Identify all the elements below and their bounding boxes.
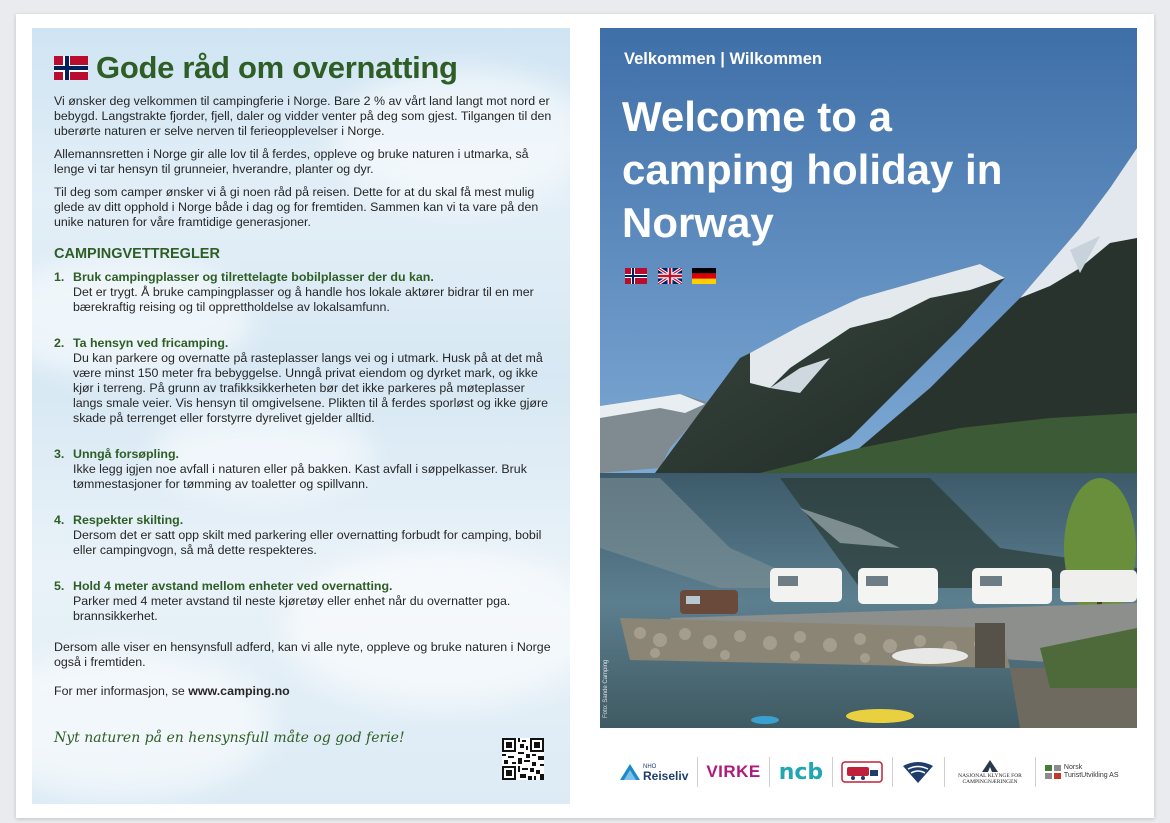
partner-logos bbox=[620, 752, 1120, 792]
nho-wave-icon bbox=[620, 764, 640, 780]
intro-paragraph: Allemannsretten i Norge gir alle lov til å ferdes, oppleve og bruke naturen i utmarka, så lenge vi tar hensyn til grunneier, hverandre, planter og dyr. bbox=[54, 147, 529, 176]
camping-website-link[interactable]: www.camping.no bbox=[188, 684, 290, 698]
norway-flag-icon[interactable] bbox=[624, 268, 648, 284]
advice-panel bbox=[32, 28, 570, 804]
rule-body: Det er trygt. Å bruke campingplasser og å handle hos lokale aktører bidrar til en mer bærekraftig reising og til opprettholdelse av lokalsamfunn. bbox=[73, 285, 534, 314]
nho-small-text: NHO bbox=[643, 764, 657, 770]
nasjonal-klynge-logo[interactable] bbox=[953, 760, 1027, 785]
rule-number: 3. bbox=[54, 447, 65, 461]
intro-paragraph: Vi ønsker deg velkommen til campingferie i Norge. Bare 2 % av vårt land langt mot nord er bebygd. Langstrakte fjorder, fjell, daler og vidder venter på deg som gjest. Tilgangen til den uberørte naturen er selve nerven til ferieopplevelser i Norge. bbox=[54, 94, 552, 138]
caravan-club-logo[interactable] bbox=[841, 761, 883, 783]
closing-paragraph: Dersom alle viser en hensynsfull adferd, kan vi alle nyte, oppleve og bruke naturen i Norge også i fremtiden. bbox=[54, 640, 551, 669]
rule-title: Hold 4 meter avstand mellom enheter ved overnatting. bbox=[73, 579, 393, 593]
info-prefix: For mer informasjon, se bbox=[54, 684, 189, 698]
rule-title: Ta hensyn ved fricamping. bbox=[73, 336, 229, 350]
info-line bbox=[54, 684, 554, 698]
rule-body: Du kan parkere og overnatte på rasteplasser langs vei og i utmark. Husk på at det må være minst 150 meter fra bebyggelse. Unngå privat eiendom og dyrket mark, og ikke kjør i terreng. På grunn av trafikksikkerheten bør det ikke parkeres på møteplasser langs smale veier. Vis hensyn til omgivelsene. Plikten til å ferdes sporløst og ikke gjøre skade på terrenget eller forstyrre dyrelivet gjelder alltid. bbox=[73, 351, 548, 425]
virke-text: VIRKE bbox=[706, 762, 761, 781]
norway-flag-icon bbox=[54, 56, 88, 80]
rule-number: 5. bbox=[54, 579, 65, 593]
rule-body: Parker med 4 meter avstand til neste kjøretøy eller enhet når du overnatter pga. brannsikkerhet. bbox=[73, 594, 511, 623]
ncb-logo[interactable] bbox=[779, 760, 823, 785]
tagline: Nyt naturen på en hensynsfull måte og god ferie! bbox=[54, 730, 405, 746]
rule-item bbox=[54, 579, 554, 624]
photo-credit: Foto: Sande Camping bbox=[603, 659, 609, 718]
section-title: CAMPINGVETTREGLER bbox=[54, 246, 220, 262]
nta-squares-icon bbox=[1045, 765, 1061, 779]
rule-item bbox=[54, 447, 554, 492]
rule-number: 1. bbox=[54, 270, 65, 284]
rule-body: Ikke legg igjen noe avfall i naturen eller på bakken. Kast avfall i søppelkasser. Bruk tømmestasjoner for tømming av toaletter og spillvann. bbox=[73, 462, 527, 491]
intro-paragraph: Til deg som camper ønsker vi å gi noen råd på reisen. Dette for at du skal få mest mulig glede av ditt opphold i Norge både i dag og for fremtiden. Sammen kan vi ta vare på den unike naturen for våre framtidige generasjoner. bbox=[54, 185, 539, 229]
cover-panel bbox=[600, 28, 1137, 728]
wave-emblem-logo[interactable] bbox=[901, 760, 935, 784]
norsk-turistutvikling-logo[interactable] bbox=[1045, 764, 1120, 780]
rule-item bbox=[54, 336, 554, 426]
rule-item bbox=[54, 270, 554, 315]
norsk-turistutvikling-text: Norsk TuristUtvikling AS bbox=[1063, 764, 1119, 779]
germany-flag-icon[interactable] bbox=[692, 268, 716, 284]
rule-title: Respekter skilting. bbox=[73, 513, 184, 527]
rule-title: Bruk campingplasser og tilrettelagte bobilplasser der du kan. bbox=[73, 270, 434, 284]
cover-headline: Welcome to a camping holiday in Norway bbox=[622, 93, 1003, 246]
language-flags bbox=[624, 268, 716, 284]
cover-subtitle: Velkommen | Wilkommen bbox=[624, 50, 822, 68]
uk-flag-icon[interactable] bbox=[658, 268, 682, 284]
page-title: Gode råd om overnatting bbox=[96, 50, 458, 85]
qr-code-icon[interactable] bbox=[502, 738, 544, 780]
caravan-icon bbox=[841, 761, 883, 783]
tent-icon bbox=[982, 760, 998, 772]
rule-item bbox=[54, 513, 554, 558]
nho-reiseliv-logo[interactable] bbox=[620, 763, 688, 781]
rule-number: 4. bbox=[54, 513, 65, 527]
rule-number: 2. bbox=[54, 336, 65, 350]
virke-logo[interactable] bbox=[706, 762, 760, 782]
rule-body: Dersom det er satt opp skilt med parkering eller overnatting forbudt for camping, bobil eller campingvogn, så må dette respekteres. bbox=[73, 528, 542, 557]
wave-emblem-icon bbox=[901, 760, 935, 784]
nho-text: Reiseliv bbox=[643, 769, 689, 783]
rule-title: Unngå forsøpling. bbox=[73, 447, 179, 461]
ncb-text: ncb bbox=[778, 759, 824, 785]
nasjonal-klynge-text: NASJONAL KLYNGE FOR CAMPINGNÆRINGEN bbox=[958, 772, 1022, 785]
